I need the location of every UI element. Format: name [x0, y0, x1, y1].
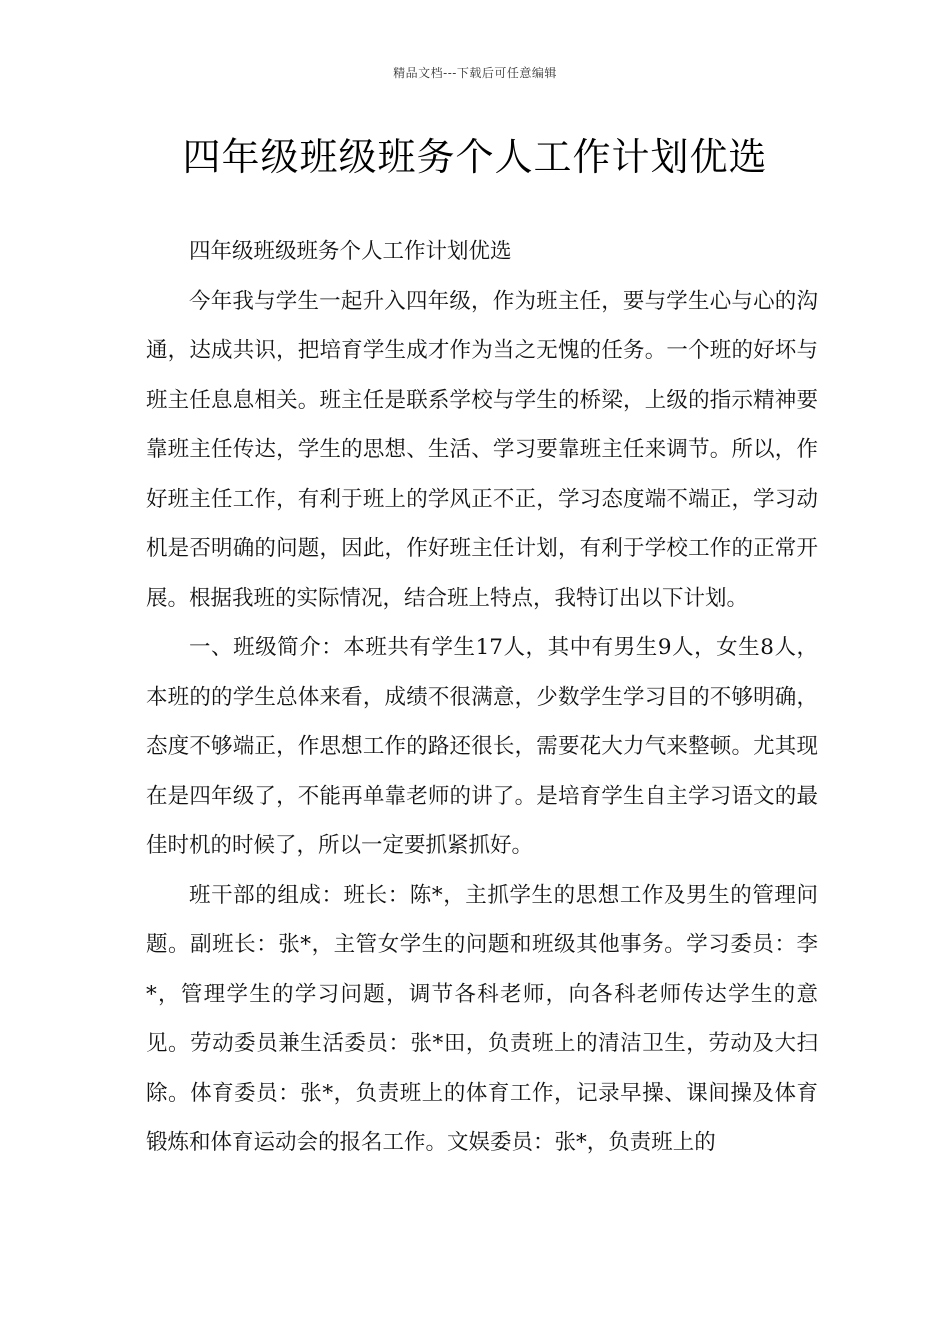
- intro-paragraph: 今年我与学生一起升入四年级，作为班主任，要与学生心与心的沟通，达成共识，把培育学生成才作为当之无愧的任务。一个班的好坏与班主任息息相关。班主任是联系学校与学生的桥梁，上级的指示精神要靠班主任传达，学生的思想、生活、学习要靠班主任来调节。所以，作好班主任工作，有利于班上的学风正不正，学习态度端不端正，学习动机是否明确的问题，因此，作好班主任计划，有利于学校工作的正常开展。根据我班的实际情况，结合班上特点，我特订出以下计划。: [146, 288, 818, 611]
- class-cadre-paragraph: 班干部的组成：班长：陈*，主抓学生的思想工作及男生的管理问题。副班长：张*，主管女学生的问题和班级其他事务。学习委员：李*，管理学生的学习问题，调节各科老师，向各科老师传达学生的意见。劳动委员兼生活委员：张*田，负责班上的清洁卫生，劳动及大扫除。体育委员：张*，负责班上的体育工作，记录早操、课间操及体育锻炼和体育运动会的报名工作。文娱委员：张*，负责班上的: [146, 882, 818, 1155]
- document-title: 四年级班级班务个人工作计划优选: [182, 135, 768, 179]
- subtitle-paragraph: 四年级班级班务个人工作计划优选: [189, 239, 512, 264]
- document-body: [146, 227, 818, 1168]
- header-note: 精品文档---下载后可任意编辑: [393, 66, 557, 80]
- class-overview-paragraph: 一、班级简介：本班共有学生17人，其中有男生9人，女生8人，本班的的学生总体来看，成绩不很满意，少数学生学习目的不够明确，态度不够端正，作思想工作的路还很长，需要花大力气来整顿。尤其现在是四年级了，不能再单靠老师的讲了。是培育学生自主学习语文的最佳时机的时候了，所以一定要抓紧抓好。: [146, 635, 818, 858]
